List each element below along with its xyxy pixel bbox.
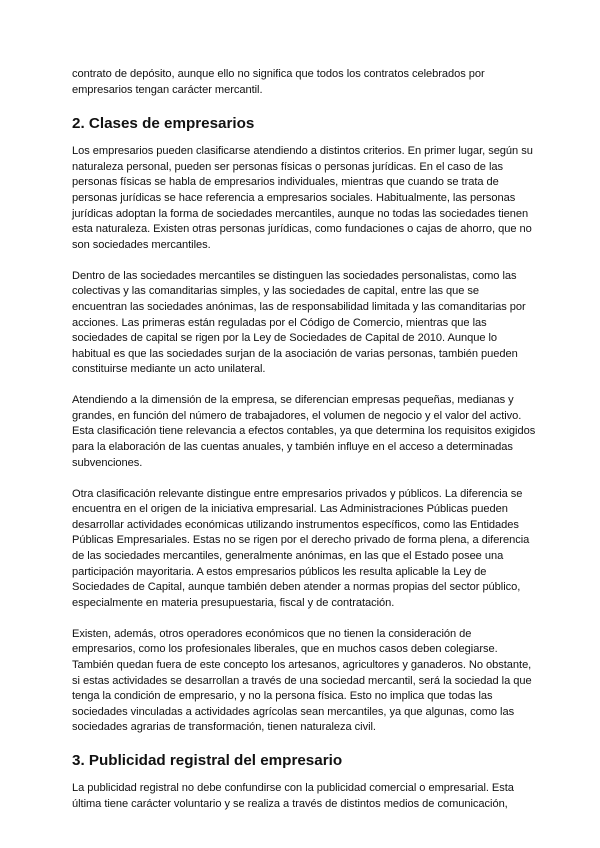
paragraph: Existen, además, otros operadores económicos que no tienen la consideración de empresarios, como los profesionales liberales, que en muchos casos deben colegiarse. También quedan fuera de este concepto los artesanos, agricultores y ganaderos. No obstante, si estas actividades se desarrollan a través de una sociedad mercantil, será la sociedad la que tenga la condición de empresario, y no la persona física. Esto no implica que todas las sociedades vinculadas a actividades agrícolas sean mercantiles, ya que algunas, como las sociedades agrarias de transformación, tienen naturaleza civil. [72, 627, 532, 734]
paragraph: Otra clasificación relevante distingue entre empresarios privados y públicos. La diferencia se encuentra en el origen de la iniciativa empresarial. Las Administraciones Públicas pueden desarrollar actividades económicas utilizando instrumentos específicos, como las Entidades Públicas Empresariales. Estas no se rigen por el derecho privado de forma plena, a diferencia de las sociedades mercantiles, generalmente anónimas, en las que el Estado posee una participación mayoritaria. A estos empresarios públicos les resulta aplicable la Ley de Sociedades de Capital, aunque también deben atender a normas propias del sector público, especialmente en materia presupuestaria, fiscal y de contratación. [72, 487, 530, 609]
section-heading-publicidad-registral: 3. Publicidad registral del empresario [72, 751, 343, 769]
section-heading-clases-de-empresarios: 2. Clases de empresarios [72, 115, 255, 133]
intro-paragraph: contrato de depósito, aunque ello no significa que todos los contratos celebrados por empresarios tengan carácter mercantil. [72, 68, 485, 96]
paragraph: Los empresarios pueden clasificarse atendiendo a distintos criterios. En primer lugar, según su naturaleza personal, pueden ser personas físicas o personas jurídicas. En el caso de las personas físicas se habla de empresarios individuales, mientras que cuando se trata de personas jurídicas se hace referencia a empresarios sociales. Habitualmente, las personas jurídicas adoptan la forma de sociedades mercantiles, aunque no todas las sociedades tienen esta naturaleza. Existen otras personas jurídicas, como fundaciones o cajas de ahorro, que no son sociedades mercantiles. [72, 145, 533, 251]
paragraph: Atendiendo a la dimensión de la empresa, se diferencian empresas pequeñas, medianas y grandes, en función del número de trabajadores, el volumen de negocio y el valor del activo. Esta clasificación tiene relevancia a efectos contables, ya que determina los requisitos exigidos para la elaboración de las cuentas anuales, y también influye en el acceso a determinadas subvenciones. [72, 394, 536, 469]
paragraph: La publicidad registral no debe confundirse con la publicidad comercial o empresarial. Esta última tiene carácter voluntario y se realiza a través de distintos medios de comunicación, [72, 781, 514, 810]
paragraph: Dentro de las sociedades mercantiles se distinguen las sociedades personalistas, como las colectivas y las comanditarias simples, y las sociedades de capital, entre las que se encuentran las sociedades anónimas, las de responsabilidad limitada y las comanditarias por acciones. Las primeras están reguladas por el Código de Comercio, mientras que las sociedades de capital se rigen por la Ley de Sociedades de Capital de 2010. Aunque lo habitual es que las sociedades surjan de la asociación de varias personas, también pueden constituirse mediante un acto unilateral. [72, 269, 526, 376]
